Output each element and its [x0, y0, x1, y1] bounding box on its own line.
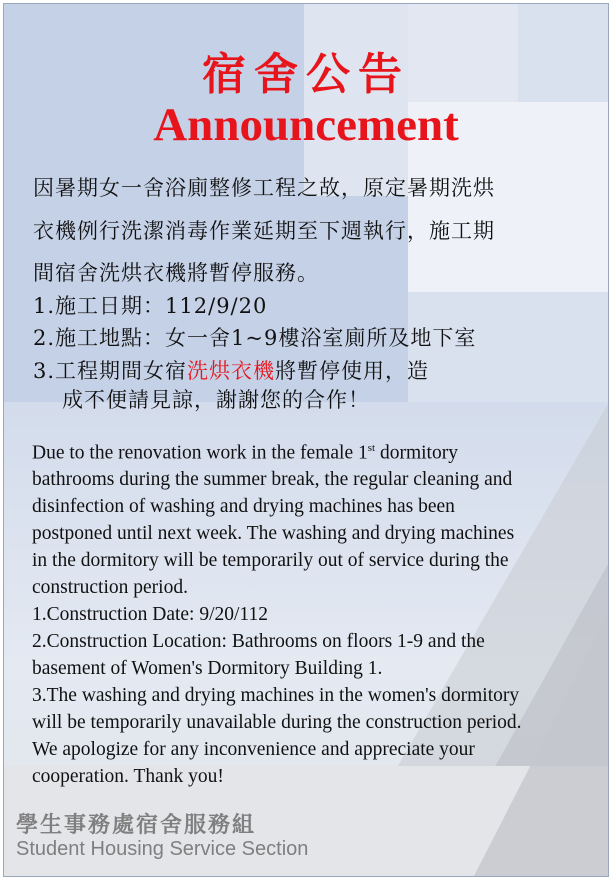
body-en-line [32, 442, 597, 465]
body-en-line: 1.Construction Date: 9/20/112 [32, 604, 268, 625]
body-zh-item: 2.施工地點：女一舍1~9樓浴室廁所及地下室 [33, 326, 477, 350]
body-en-line: bathrooms during the summer break, the regular cleaning and [32, 469, 513, 490]
item3-text: 將暫停使用，造 [275, 359, 430, 383]
content [4, 4, 608, 876]
body-zh-item: 成不便請見諒，謝謝您的合作！ [62, 388, 370, 412]
body-en-text: Due to the renovation work in the female 1 [32, 442, 368, 464]
body-zh-line: 因暑期女一舍浴廁整修工程之故，原定暑期洗烘 [33, 176, 495, 200]
body-zh-line: 衣機例行洗潔消毒作業延期至下週執行，施工期 [33, 219, 495, 243]
body-en-line: in the dormitory will be temporarily out of service during the [32, 550, 509, 571]
superscript: st [367, 442, 376, 454]
title-english: Announcement [153, 99, 459, 151]
body-zh-line: 間宿舍洗烘衣機將暫停服務。 [33, 261, 319, 285]
body-en-line: construction period. [32, 577, 188, 598]
item3-text: 3.工程期間女宿 [33, 359, 188, 383]
body-en-line: 2.Construction Location: Bathrooms on floors 1-9 and the [32, 631, 485, 652]
body-en-line: postponed until next week. The washing and drying machines [32, 523, 515, 544]
footer-org-chinese: 學生事務處宿舍服務組 [16, 813, 257, 838]
body-en-line: disinfection of washing and drying machines has been [32, 496, 455, 517]
body-en-line: basement of Women's Dormitory Building 1. [32, 658, 383, 679]
footer-org-english: Student Housing Service Section [16, 838, 309, 860]
body-en-text: dormitory [375, 442, 458, 464]
title-chinese: 宿舍公告 [202, 49, 410, 100]
body-zh-item [33, 355, 603, 385]
item3-highlight: 洗烘衣機 [187, 359, 276, 383]
body-en-line: cooperation. Thank you! [32, 766, 224, 787]
body-en-line: will be temporarily unavailable during the construction period. [32, 712, 522, 733]
announcement-poster [4, 4, 608, 876]
body-zh-item: 1.施工日期：112/9/20 [33, 294, 268, 318]
body-en-line: We apologize for any inconvenience and appreciate your [32, 739, 475, 760]
body-en-line: 3.The washing and drying machines in the women's dormitory [32, 685, 520, 706]
